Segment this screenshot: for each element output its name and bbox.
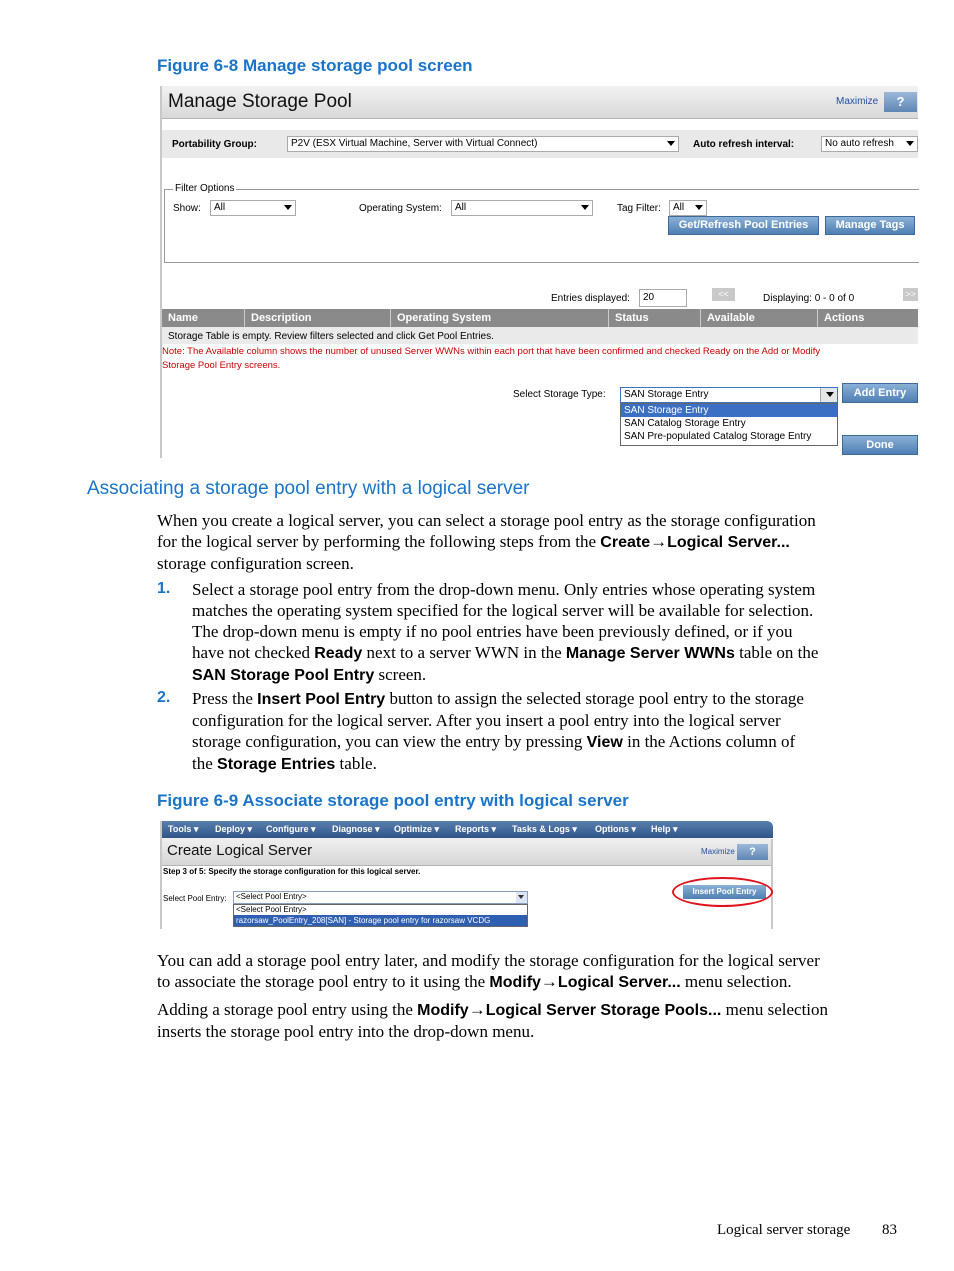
step1-line-4 — [192, 642, 907, 664]
chevron-down-icon — [826, 392, 834, 397]
step2-line-3 — [192, 731, 907, 753]
arrow: → — [468, 1000, 486, 1019]
storage-type-label: Select Storage Type: — [513, 389, 606, 400]
term-view: View — [586, 734, 623, 751]
storage-option-san-catalog[interactable]: SAN Catalog Storage Entry — [624, 418, 746, 429]
column-header-name[interactable]: Name — [162, 309, 245, 327]
para2-line-2 — [157, 971, 902, 993]
menu-configure[interactable]: Configure ▾ — [266, 824, 316, 834]
step-1 — [192, 579, 907, 686]
table-header — [162, 309, 918, 327]
text: to associate the storage pool entry to it using the — [157, 972, 490, 991]
text: menu selection — [721, 1000, 829, 1019]
get-refresh-pool-button[interactable]: Get/Refresh Pool Entries — [668, 216, 819, 235]
manage-storage-pool-screenshot — [160, 86, 918, 458]
intro-line-1: When you create a logical server, you can select a storage pool entry as the storage configuration — [157, 511, 816, 530]
filter-legend: Filter Options — [175, 183, 235, 194]
column-header-actions[interactable]: Actions — [824, 312, 865, 324]
chevron-down-icon — [518, 895, 524, 899]
figure-6-8-caption: Figure 6-8 Manage storage pool screen — [157, 56, 473, 75]
add-entry-button[interactable]: Add Entry — [842, 383, 918, 403]
chevron-down-icon — [581, 205, 589, 210]
menu-tools[interactable]: Tools ▾ — [168, 824, 199, 834]
os-select[interactable] — [451, 200, 593, 216]
pool-entry-select[interactable] — [233, 891, 528, 904]
dropdown-arrow-button[interactable] — [516, 892, 527, 903]
note-line-1: Note: The Available column shows the number of unused Server WWNs within each port that have been confirmed and checked Ready on the Add or Modify — [162, 346, 821, 357]
paragraph-storage-pools — [157, 999, 902, 1042]
pool-entry-dropdown-list — [233, 904, 528, 927]
tag-select[interactable] — [669, 200, 707, 216]
tag-value: All — [673, 202, 685, 213]
os-label: Operating System: — [359, 203, 442, 214]
show-label: Show: — [173, 203, 201, 214]
storage-type-value: SAN Storage Entry — [624, 389, 709, 400]
text: Press the — [192, 689, 258, 708]
storage-type-dropdown-list — [620, 403, 838, 446]
step-1-number: 1. — [157, 580, 171, 597]
empty-table-message: Storage Table is empty. Review filters selected and click Get Pool Entries. — [168, 331, 494, 342]
text: Adding a storage pool entry using the — [157, 1000, 418, 1019]
text: menu selection. — [680, 972, 792, 991]
chevron-down-icon — [695, 205, 703, 210]
refresh-label: Auto refresh interval: — [693, 139, 795, 150]
menu-help[interactable]: Help ▾ — [651, 824, 678, 834]
term-ready: Ready — [314, 645, 363, 662]
para2-line-1: You can add a storage pool entry later, and modify the storage configuration for the logical server — [157, 951, 820, 970]
menu-modify: Modify — [417, 1002, 469, 1019]
step2-line-1 — [192, 688, 907, 710]
show-select[interactable] — [210, 200, 296, 216]
chevron-down-icon — [906, 141, 914, 146]
next-page-button[interactable]: >> — [903, 288, 918, 301]
para3-line-1 — [157, 999, 902, 1021]
intro-paragraph — [157, 510, 902, 574]
text: have not checked — [192, 643, 315, 662]
column-header-available[interactable]: Available — [701, 309, 818, 327]
portability-select[interactable] — [287, 136, 679, 152]
menu-logical-server: Logical Server... — [557, 974, 681, 991]
step2-line-4 — [192, 753, 907, 775]
insert-pool-entry-button[interactable]: Insert Pool Entry — [683, 885, 766, 899]
menu-create: Create — [600, 534, 651, 551]
pool-entry-value: <Select Pool Entry> — [236, 892, 307, 901]
help-button[interactable]: ? — [884, 92, 917, 112]
column-header-status[interactable]: Status — [609, 309, 701, 327]
para3-line-2: inserts the storage pool entry into the drop-down menu. — [157, 1022, 535, 1041]
portability-label: Portability Group: — [172, 139, 257, 150]
page-title: Manage Storage Pool — [168, 91, 352, 112]
maximize-link[interactable]: Maximize — [836, 96, 879, 107]
show-value: All — [214, 202, 226, 213]
maximize-link[interactable]: Maximize — [701, 847, 735, 856]
term-insert-pool-entry: Insert Pool Entry — [257, 691, 386, 708]
done-button[interactable]: Done — [842, 435, 918, 455]
pool-option-razorsaw[interactable]: razorsaw_PoolEntry_208[SAN] - Storage pool entry for razorsaw VCDG — [234, 915, 527, 926]
text: table on the — [734, 643, 819, 662]
menu-logical-server: Logical Server... — [667, 534, 790, 551]
highlight-ellipse — [672, 877, 773, 907]
column-header-operating-system[interactable]: Operating System — [391, 309, 609, 327]
menu-diagnose[interactable]: Diagnose ▾ — [332, 824, 380, 834]
text: in the Actions column of — [622, 732, 796, 751]
text: table. — [335, 754, 377, 773]
step-2-number: 2. — [157, 689, 171, 706]
portability-value: P2V (ESX Virtual Machine, Server with Virtual Connect) — [291, 138, 538, 149]
menu-optimize[interactable]: Optimize ▾ — [394, 824, 440, 834]
intro-line-2 — [157, 531, 902, 553]
chevron-down-icon — [284, 205, 292, 210]
right-border — [771, 839, 773, 929]
page-number: 83 — [882, 1222, 897, 1238]
menu-modify: Modify — [489, 974, 541, 991]
text: screen. — [374, 665, 427, 684]
term-manage-server-wwns: Manage Server WWNs — [565, 645, 735, 662]
os-value: All — [455, 202, 467, 213]
page-title: Create Logical Server — [167, 842, 313, 859]
footer-section: Logical server storage — [717, 1222, 851, 1238]
storage-type-select[interactable] — [620, 387, 838, 403]
manage-tags-button[interactable]: Manage Tags — [825, 216, 915, 235]
paragraph-modify — [157, 950, 902, 993]
section-title: Associating a storage pool entry with a logical server — [87, 478, 530, 499]
text: for the logical server by performing the following steps from the — [157, 532, 601, 551]
step1-line-2: matches the operating system specified for the logical server will be available for selection. — [192, 601, 814, 620]
dropdown-arrow-button[interactable] — [820, 388, 837, 402]
help-button[interactable]: ? — [737, 844, 768, 860]
intro-line-3: storage configuration screen. — [157, 554, 354, 573]
storage-option-san-prepopulated[interactable]: SAN Pre-populated Catalog Storage Entry — [624, 431, 812, 442]
menu-options[interactable]: Options ▾ — [595, 824, 637, 834]
text: next to a server WWN in the — [362, 643, 566, 662]
displaying-count: Displaying: 0 - 0 of 0 — [763, 293, 855, 304]
figure-6-9-caption: Figure 6-9 Associate storage pool entry with logical server — [157, 791, 629, 810]
text: storage configuration, you can view the entry by pressing — [192, 732, 587, 751]
arrow: → — [540, 972, 558, 991]
step-text: Step 3 of 5: Specify the storage configuration for this logical server. — [163, 867, 421, 876]
create-logical-server-screenshot — [160, 821, 773, 929]
chevron-down-icon — [667, 141, 675, 146]
menu-logical-server-storage-pools: Logical Server Storage Pools... — [485, 1002, 722, 1019]
refresh-select[interactable] — [821, 136, 918, 152]
step1-line-3: The drop-down menu is empty if no pool entries have been previously defined, or if you — [192, 622, 793, 641]
step1-line-1: Select a storage pool entry from the drop-down menu. Only entries whose operating system — [192, 580, 816, 599]
menu-reports[interactable]: Reports ▾ — [455, 824, 497, 834]
term-storage-entries: Storage Entries — [217, 756, 336, 773]
entries-label: Entries displayed: — [551, 293, 630, 304]
entries-input[interactable]: 20 — [639, 289, 687, 307]
prev-page-button[interactable]: << — [712, 288, 735, 301]
menu-deploy[interactable]: Deploy ▾ — [215, 824, 253, 834]
text: button to assign the selected storage pool entry to the storage — [385, 689, 804, 708]
step-2 — [192, 688, 907, 775]
tag-label: Tag Filter: — [617, 203, 661, 214]
storage-option-san[interactable]: SAN Storage Entry — [621, 404, 837, 417]
menu-tasks-logs[interactable]: Tasks & Logs ▾ — [512, 824, 577, 834]
pool-entry-label: Select Pool Entry: — [163, 894, 227, 903]
arrow: → — [650, 532, 668, 551]
step1-line-5 — [192, 664, 907, 686]
pool-option-placeholder[interactable]: <Select Pool Entry> — [236, 905, 307, 914]
text: the — [192, 754, 218, 773]
note-line-2: Storage Pool Entry screens. — [162, 360, 281, 371]
menu-bar — [162, 821, 773, 838]
step2-line-2: configuration for the logical server. After you insert a pool entry into the logical server — [192, 711, 781, 730]
column-header-description[interactable]: Description — [245, 309, 391, 327]
refresh-value: No auto refresh — [825, 138, 894, 149]
term-san-storage-pool-entry: SAN Storage Pool Entry — [192, 667, 375, 684]
